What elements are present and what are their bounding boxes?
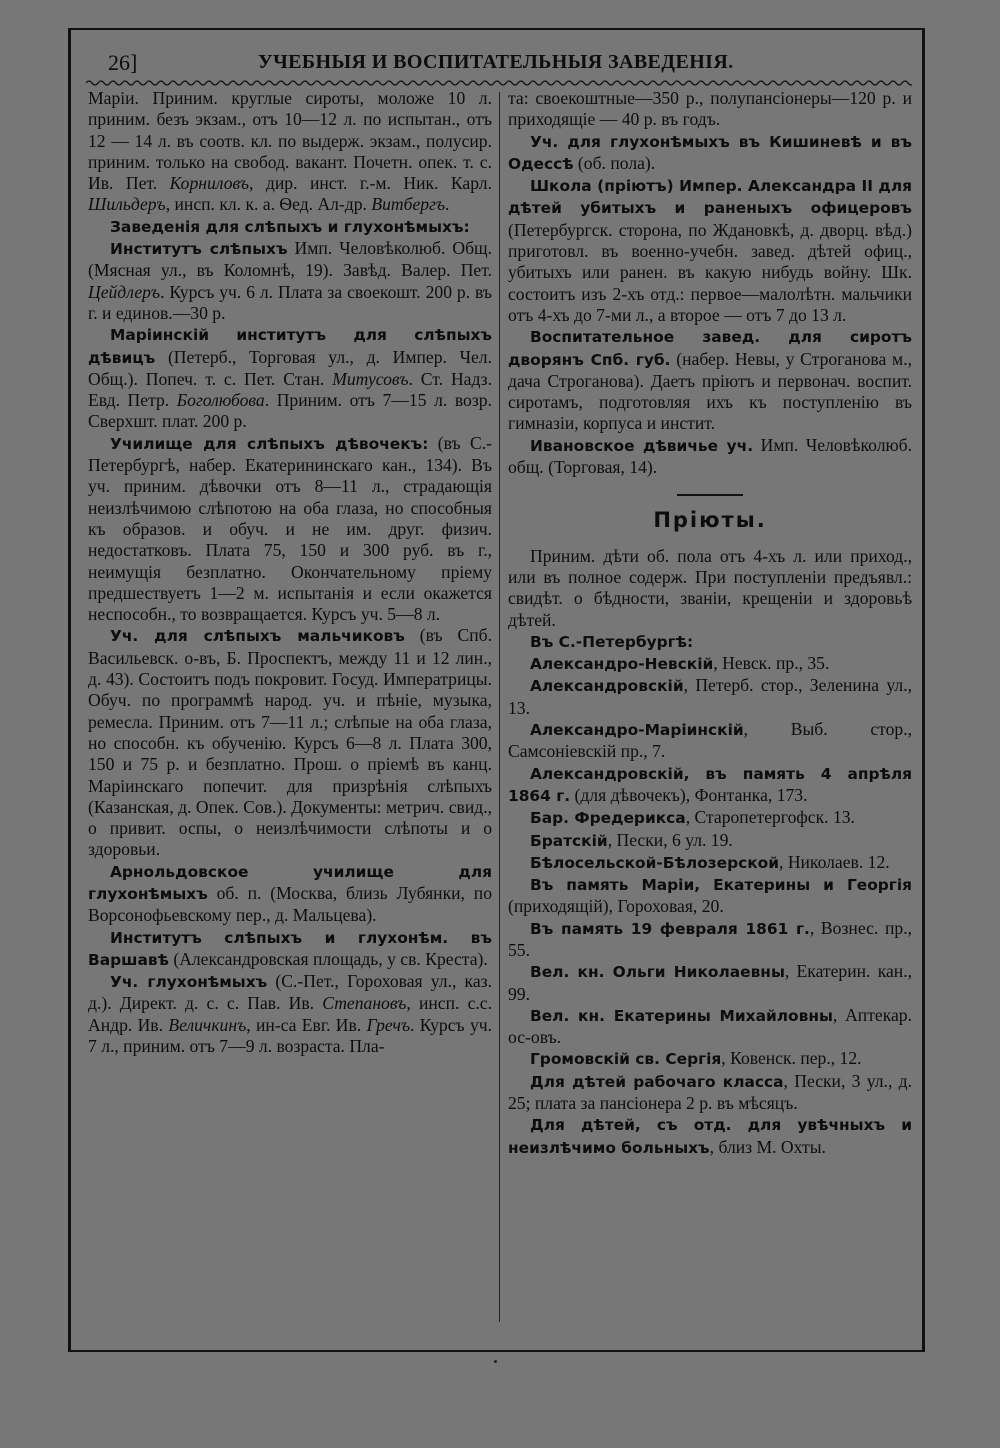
entry-heading: Уч. глухонѣмыхъ <box>110 973 268 992</box>
text-entry <box>88 927 492 972</box>
person-name: Витбергъ <box>371 194 446 215</box>
entry-text: (въ С.-Петербургѣ, набер. Екатерининскаго кан., 134). Въ уч. приним. дѣвочки отъ 8—11 л., страдающія неизлѣчимою слѣпотою на оба глаза, но способныя къ образов. и обуч. и не им. друг. физич. недостатковъ. Плата 75, 150 и 300 руб. въ г., неимущія безплатно. Окончательному пріему предшествуетъ 1—2 м. испытанія и если окажется неспособн., то возвращается. Курсъ уч. 5—8 л. <box>88 432 492 625</box>
entry-heading: Институтъ слѣпыхъ <box>110 240 288 259</box>
entry-heading: Ивановское дѣвичье уч. <box>530 436 754 455</box>
entry-heading: Вел. кн. Екатерины Михайловны <box>530 1006 833 1025</box>
entry-text: (Петерб., Торговая ул., д. Импер. Чел. Общ.). Попеч. т. с. Пет. Стан. <box>88 346 492 389</box>
person-name: Боголюбова <box>176 390 265 411</box>
entry-heading: Вел. кн. Ольги Николаевны <box>530 963 785 982</box>
entry-heading: Бѣлосельской-Бѣлозерской <box>530 853 780 872</box>
entry-heading: Маріинскій институтъ для слѣпыхъ дѣвицъ <box>88 326 492 367</box>
entry-text: , близ М. Охты. <box>709 1136 826 1157</box>
entry-heading: Уч. для глухонѣмыхъ въ Кишиневѣ и въ Одессѣ <box>508 132 912 173</box>
text-entry <box>508 653 912 675</box>
person-name: Корниловъ <box>169 173 250 194</box>
entry-heading: Въ С.-Петербургѣ: <box>530 632 694 651</box>
text-entry <box>508 631 912 653</box>
entry-heading: Въ память 19 февраля 1861 г. <box>530 919 810 938</box>
text-entry <box>88 88 492 216</box>
entry-text: , Вознес. пр., 55. <box>508 917 912 960</box>
entry-text: та: своекоштные—350 р., полупансіонеры—120 р. и приходящіе — 40 р. въ годъ. <box>508 88 912 130</box>
person-name: Величкинъ <box>168 1014 247 1035</box>
entry-text: . Курсъ уч. 6 л. Плата за своекошт. 200 р. въ г. и единов.—30 р. <box>88 281 492 323</box>
person-name: Шильдеръ <box>88 194 166 215</box>
entry-heading: Воспитательное завед. для сиротъ дворянъ Спб. губ. <box>508 328 912 369</box>
entry-text: (для дѣвочекъ), Фонтанка, 173. <box>570 784 808 805</box>
entry-text: Имп. Человѣколюб. общ. (Торговая, 14). <box>508 434 912 478</box>
column-divider <box>499 92 500 1322</box>
entry-heading: Въ память Маріи, Екатерины и Георгія <box>530 876 912 895</box>
text-entry <box>88 861 492 927</box>
text-entry <box>88 324 492 432</box>
text-entry <box>88 433 492 626</box>
text-entry <box>508 1071 912 1115</box>
entry-text: Маріи. Приним. круглые сироты, моложе 10 л. приним. безъ экзам., отъ 10—12 л. по испытан., отъ 12 — 14 л. въ соотв. кл. по выдерж. экзам., полусир. приним. только на свобод. вакант. Почетн. опек. т. с. Ив. Пет. <box>88 88 492 194</box>
text-entry <box>508 88 912 131</box>
text-entry <box>508 131 912 176</box>
person-name: Степановъ <box>322 993 407 1014</box>
page-number: 26] <box>108 50 138 75</box>
entry-heading: Школа (пріютъ) Импер. Александра II для дѣтей убитыхъ и раненыхъ офицеровъ <box>508 177 912 218</box>
entry-text: (Петербургск. сторона, по Ждановкѣ, д. дворц. вѣд.) приготовл. въ военно-учебн. завед. дѣтей офиц., убитыхъ или ранен. въ какую нибудь войну. Шк. состоитъ изъ 2-хъ отд.: первое—малолѣтн. мальчики отъ 4-хъ до 7-ми л., а второе — отъ 7 до 13 л. <box>508 219 912 325</box>
text-entry <box>508 852 912 874</box>
entry-heading: Заведенія для слѣпыхъ и глухонѣмыхъ: <box>110 217 470 236</box>
person-name: Митусовъ <box>332 368 409 389</box>
entry-text: Приним. дѣти об. пола отъ 4-хъ л. или приход., или въ полное содерж. При поступленіи предъявл.: свидѣт. о бѣдности, званіи, крещеніи и здоровьѣ дѣтей. <box>508 545 912 630</box>
entry-text: Имп. Человѣколюб. Общ. (Мясная ул., въ Коломнѣ, 19). Завѣд. Валер. Пет. <box>88 238 493 281</box>
entry-text: об. п. (Москва, близь Лубянки, по Ворсонофьевскому пер., д. Мальцева). <box>88 882 492 926</box>
left-column <box>88 88 492 1057</box>
text-entry <box>88 216 492 238</box>
text-entry <box>508 175 912 326</box>
running-title: УЧЕБНЫЯ И ВОСПИТАТЕЛЬНЫЯ ЗАВЕДЕНІЯ. <box>258 51 734 73</box>
entry-text: . Ст. Надз. Евд. Петр. <box>88 368 492 411</box>
entry-text: . Приним. отъ 7—15 л. возр. Сверхшт. плат. 200 р. <box>88 390 492 432</box>
entry-heading: Для дѣтей рабочаго класса <box>530 1072 784 1091</box>
right-column <box>508 88 912 1159</box>
entry-text: , инсп. с.с. Андр. Ив. <box>88 993 492 1035</box>
section-title: Пріюты. <box>653 508 767 533</box>
text-entry <box>508 874 912 918</box>
section-rule <box>677 494 743 496</box>
entry-text: (въ Спб. Васильевск. о-въ, Б. Проспектъ, между 11 и 12 лин., д. 43). Состоитъ подъ покровит. Госуд. Императрицы. Обуч. по программѣ народ. уч. и пѣніе, музыка, ремесла. Приним. отъ 7—11 л.; слѣпые на оба глаза, но способн. къ обученію. Курсъ 6—8 л. Плата 300, 150 и 75 р. и безплатно. Прош. о пріемѣ въ канц. Маріинскаго попечит. для призрѣнія слѣпыхъ (Казанская, д. Опек. Сов.). Документы: метрич. свид., о привит. оспы, о неизлѣчимости слѣпоты и о здоровьи. <box>88 625 492 860</box>
text-entry <box>508 763 912 808</box>
text-entry <box>508 961 912 1005</box>
entry-text: , Пески, 6 ул. 19. <box>607 829 733 850</box>
right-column-entries <box>508 88 912 478</box>
entry-heading: Александровскій, въ память 4 апрѣля 1864 г. <box>508 764 912 805</box>
entry-text: , Выб. стор., Самсоніевскій пр., 7. <box>508 719 912 762</box>
entry-text: , Пески, 3 ул., д. 25; плата за пансіонера 2 р. въ мѣсяцъ. <box>508 1070 912 1114</box>
text-entry <box>508 675 912 719</box>
text-entry <box>508 719 912 763</box>
entry-heading: Бар. Фредерикса <box>530 809 686 828</box>
text-entry <box>508 546 912 631</box>
entry-heading: Арнольдовское училище для глухонѣмыхъ <box>88 862 492 903</box>
entry-text: , Ковенск. пер., 12. <box>721 1048 862 1069</box>
entry-text: (набер. Невы, у Строганова м., дача Строганова). Даетъ пріютъ и первонач. воспит. сиротамъ, подготовляя ихъ къ поступленію въ гимназіи, корпуса и инстит. <box>508 348 912 434</box>
entry-text: . <box>445 194 450 215</box>
entry-text: , инсп. кл. к. а. Ѳед. Ал-др. <box>165 194 372 215</box>
orphanage-entries <box>508 546 912 1159</box>
entry-heading: Александро-Маріинскій <box>530 721 744 740</box>
entry-text: , Аптекар. ос-овъ. <box>508 1004 912 1048</box>
text-entry <box>508 435 912 479</box>
entry-text: , ин-са Евг. Ив. <box>246 1014 367 1035</box>
entry-text: (об. пола). <box>573 152 656 173</box>
entry-heading: Уч. для слѣпыхъ мальчиковъ <box>110 627 405 646</box>
text-entry <box>508 1005 912 1049</box>
entry-heading: Институтъ слѣпыхъ и глухонѣм. въ Варшавѣ <box>88 928 492 969</box>
text-entry <box>88 625 492 860</box>
print-speck <box>494 1360 497 1363</box>
entry-text: (приходящій), Гороховая, 20. <box>508 896 724 917</box>
entry-heading: Александровскій <box>530 677 684 696</box>
text-entry <box>88 971 492 1057</box>
entry-text: , Екатерин. кан., 99. <box>508 961 913 1004</box>
entry-text: , Петерб. стор., Зеленина ул., 13. <box>508 675 912 718</box>
page-header <box>108 50 908 76</box>
entry-text: . Курсъ уч. 7 л., приним. отъ 7—9 л. возраста. Пла- <box>88 1014 492 1057</box>
entry-text: (С.-Пет., Гороховая ул., каз. д.). Директ. д. с. с. Пав. Ив. <box>88 971 492 1014</box>
entry-heading: Училище для слѣпыхъ дѣвочекъ: <box>110 434 429 453</box>
entry-heading: Для дѣтей, съ отд. для увѣчныхъ и неизлѣчимо больныхъ <box>508 1116 912 1157</box>
entry-text: , Невск. пр., 35. <box>713 653 830 674</box>
entry-text: , Николаев. 12. <box>779 851 890 872</box>
person-name: Гречъ <box>366 1014 410 1035</box>
text-entry <box>508 807 912 829</box>
entry-heading: Братскій <box>530 831 608 850</box>
text-entry <box>88 238 492 324</box>
text-entry <box>508 830 912 852</box>
entry-text: (Александровская площадь, у св. Креста). <box>168 948 488 969</box>
text-entry <box>508 1048 912 1070</box>
entry-text: , дир. инст. г.-м. Ник. Карл. <box>249 173 492 194</box>
entry-heading: Александро-Невскій <box>530 655 714 674</box>
person-name: Цейдлеръ <box>88 281 161 302</box>
entry-text: , Старопетергофск. 13. <box>685 807 855 828</box>
header-wavy-rule <box>86 78 912 88</box>
text-entry <box>508 326 912 434</box>
text-entry <box>508 1114 912 1159</box>
text-entry <box>508 918 912 962</box>
entry-heading: Громовскій св. Сергія <box>530 1050 722 1069</box>
